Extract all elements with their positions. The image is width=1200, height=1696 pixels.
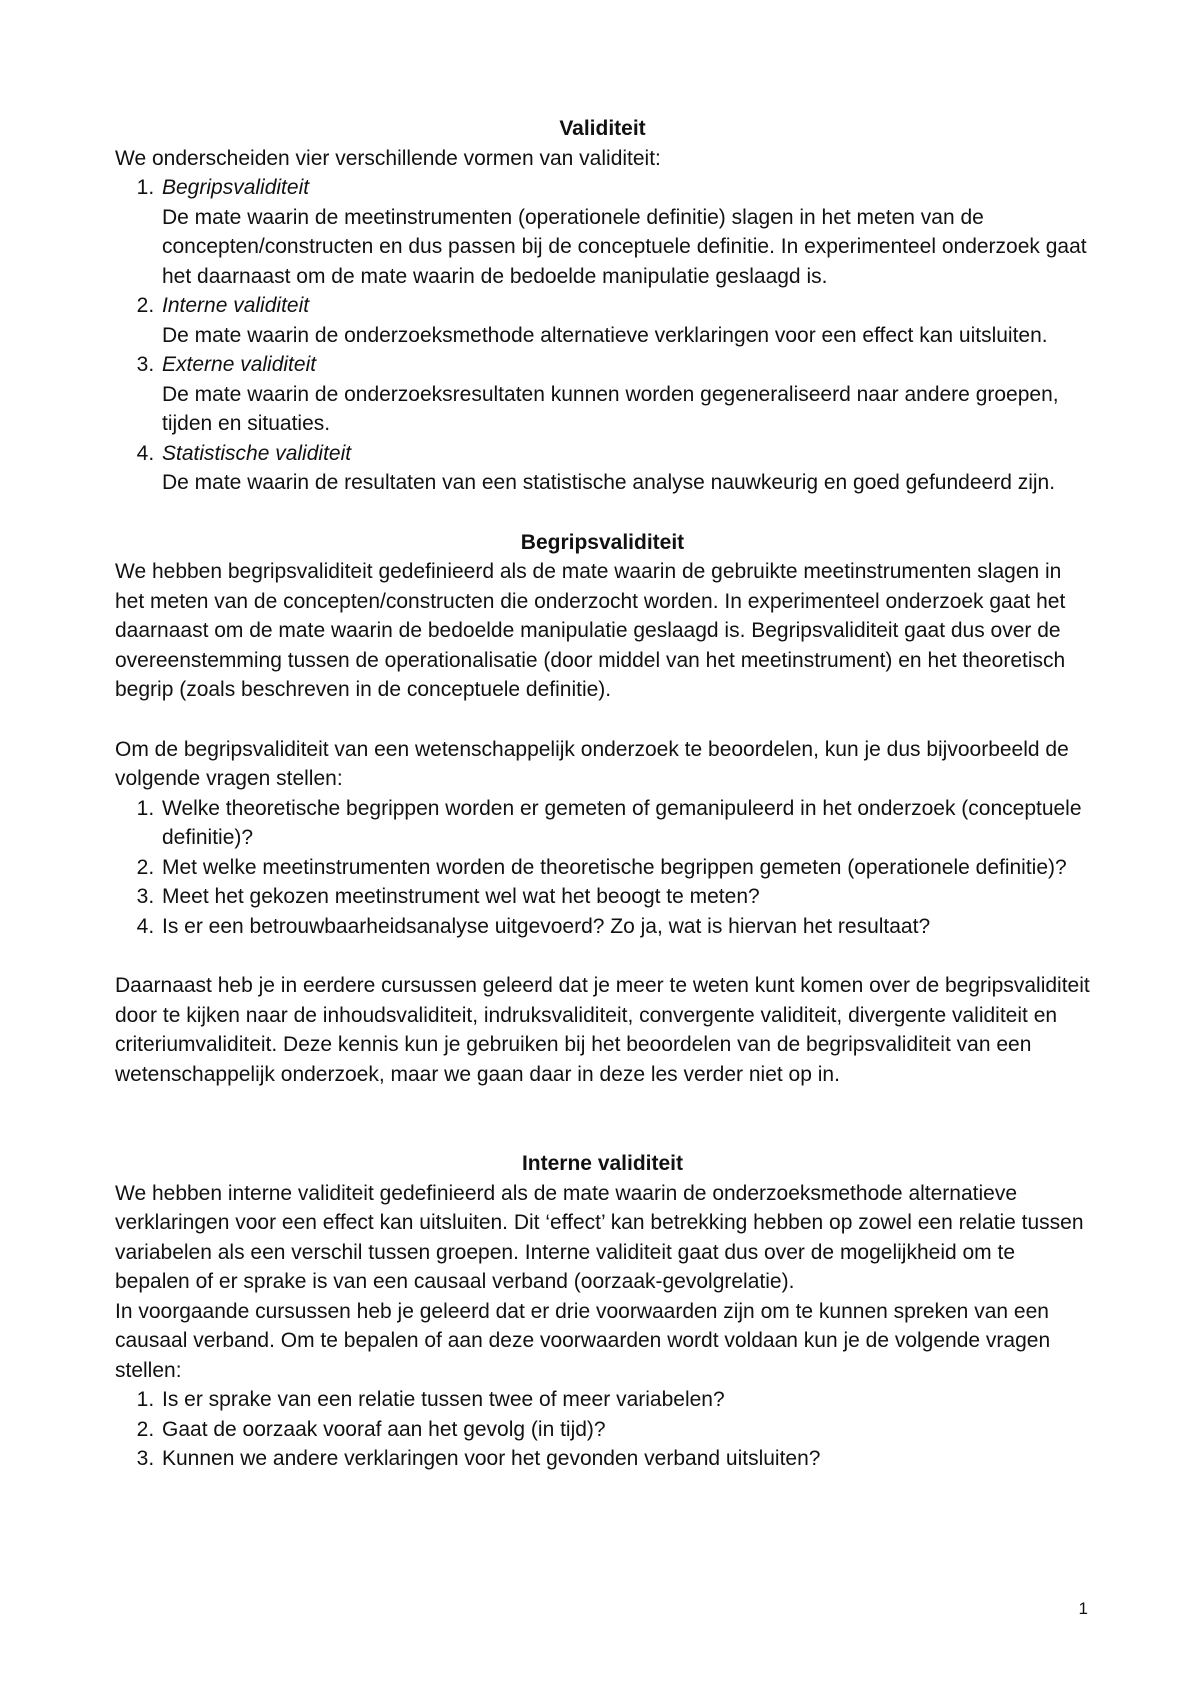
spacer — [115, 498, 1090, 528]
validity-description: De mate waarin de resultaten van een statistische analyse nauwkeurig en goed gefundeerd zijn. — [162, 471, 1056, 494]
list-item — [160, 291, 1090, 350]
document-page — [115, 114, 1090, 1474]
validity-term: 2. Interne validiteit — [162, 294, 310, 317]
validity-description: De mate waarin de meetinstrumenten (operationele definitie) slagen in het meten van de concepten/constructen en dus passen bij de conceptuele definitie. In experimenteel onderzoek gaat het daarnaast om de mate waarin de bedoelde manipulatie geslaagd is. — [162, 205, 1087, 288]
questions-list — [115, 794, 1090, 942]
heading-validiteit: Validiteit — [559, 117, 646, 140]
validity-term: 1. Begripsvaliditeit — [162, 176, 310, 199]
validity-description: De mate waarin de onderzoeksmethode alternatieve verklaringen voor een effect kan uitsluiten. — [162, 323, 1048, 347]
validity-term: 3. Externe validiteit — [162, 353, 317, 376]
list-item: 2. Gaat de oorzaak vooraf aan het gevolg (in tijd)? — [160, 1415, 1090, 1445]
validity-description: De mate waarin de onderzoeksresultaten kunnen worden gegeneraliseerd naar andere groepen, tijden en situaties. — [162, 382, 1059, 435]
heading-interne-validiteit: Interne validiteit — [521, 1152, 684, 1175]
heading-begripsvaliditeit: Begripsvaliditeit — [520, 530, 685, 554]
intro-validiteit: We onderscheiden vier verschillende vormen van validiteit: — [115, 146, 661, 170]
spacer — [115, 941, 1090, 971]
list-item: 3. Meet het gekozen meetinstrument wel wat het beoogt te meten? — [160, 882, 1090, 912]
paragraph: In voorgaande cursussen heb je geleerd dat er drie voorwaarden zijn om te kunnen spreken van een causaal verband. Om te bepalen of aan deze voorwaarden wordt voldaan kun je de volgende vragen stellen: — [115, 1299, 1051, 1382]
paragraph: We hebben begripsvaliditeit gedefinieerd als de mate waarin de gebruikte meetinstrumenten slagen in het meten van de concepten/constructen die onderzocht worden. In experimenteel onderzoek gaat het daarnaast om de mate waarin de bedoelde manipulatie geslaagd is. Begripsvaliditeit gaat dus over de overeenstemming tussen de operationalisatie (door middel van het meetinstrument) en het theoretisch begrip (zoals beschreven in de conceptuele definitie). — [115, 560, 1066, 701]
list-item — [160, 439, 1090, 498]
list-item — [160, 350, 1090, 439]
list-item: 4. Is er een betrouwbaarheidsanalyse uitgevoerd? Zo ja, wat is hiervan het resultaat? — [160, 912, 1090, 942]
list-item: 2. Met welke meetinstrumenten worden de theoretische begrippen gemeten (operationele definitie)? — [160, 853, 1090, 883]
page-number: 1 — [1078, 1599, 1088, 1618]
spacer — [115, 1089, 1090, 1149]
validity-term: 4. Statistische validiteit — [162, 441, 352, 465]
questions-list — [115, 1385, 1090, 1474]
list-item — [160, 173, 1090, 291]
spacer — [115, 705, 1090, 735]
list-item: 3. Kunnen we andere verklaringen voor het gevonden verband uitsluiten? — [160, 1444, 1090, 1474]
paragraph: Daarnaast heb je in eerdere cursussen geleerd dat je meer te weten kunt komen over de begripsvaliditeit door te kijken naar de inhoudsvaliditeit, indruksvaliditeit, convergente validiteit, divergente validiteit en criteriumvaliditeit. Deze kennis kun je gebruiken bij het beoordelen van de begripsvaliditeit van een wetenschappelijk onderzoek, maar we gaan daar in deze les verder niet op in. — [115, 974, 1090, 1086]
list-item: 1. Is er sprake van een relatie tussen twee of meer variabelen? — [160, 1385, 1090, 1415]
list-item: 1. Welke theoretische begrippen worden er gemeten of gemanipuleerd in het onderzoek (conceptuele definitie)? — [160, 794, 1090, 853]
paragraph: Om de begripsvaliditeit van een wetenschappelijk onderzoek te beoordelen, kun je dus bijvoorbeeld de volgende vragen stellen: — [115, 737, 1069, 790]
validity-types-list — [115, 173, 1090, 498]
paragraph: We hebben interne validiteit gedefinieerd als de mate waarin de onderzoeksmethode alternatieve verklaringen voor een effect kan uitsluiten. Dit ‘effect’ kan betrekking hebben op zowel een relatie tussen variabelen als een verschil tussen groepen. Interne validiteit gaat dus over de mogelijkheid om te bepalen of er sprake is van een causaal verband (oorzaak-gevolgrelatie). — [115, 1181, 1084, 1293]
